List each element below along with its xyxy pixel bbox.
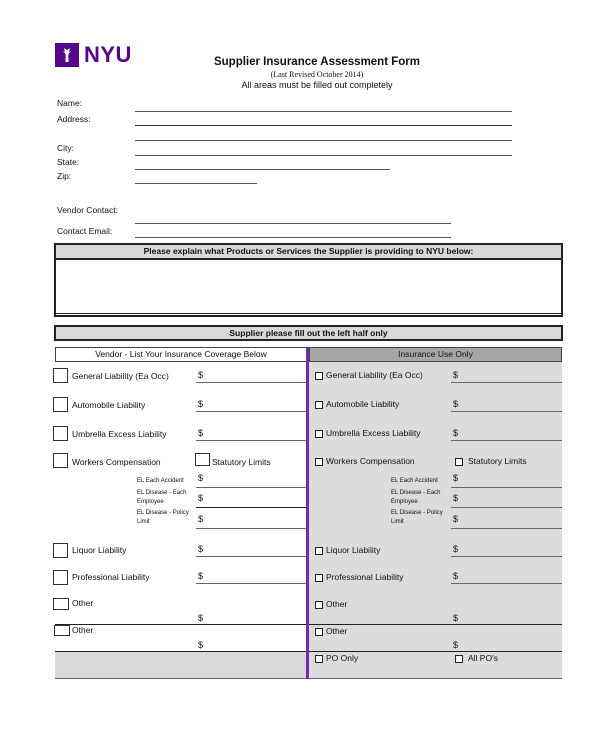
currency-symbol: $ bbox=[453, 428, 459, 438]
ins-umbrella-liability-amount[interactable] bbox=[451, 440, 562, 441]
vendor-bottom-rule bbox=[55, 678, 306, 679]
ins-po-only-checkbox[interactable] bbox=[315, 655, 323, 663]
ins-liquor-liability-checkbox[interactable] bbox=[315, 547, 323, 555]
currency-symbol: $ bbox=[198, 428, 204, 438]
insurance-use-heading: Insurance Use Only bbox=[309, 347, 562, 362]
products-textarea[interactable] bbox=[54, 260, 563, 317]
ins-general-liability-label: General Liability (Ea Occ) bbox=[326, 370, 423, 380]
ins-other-1-checkbox[interactable] bbox=[315, 601, 323, 609]
vendor-el-disease-policy-label: EL Disease - Policy Limit bbox=[137, 510, 189, 525]
form-instruction: All areas must be filled out completely bbox=[241, 80, 393, 90]
currency-symbol: $ bbox=[198, 493, 204, 503]
ins-umbrella-liability-label: Umbrella Excess Liability bbox=[326, 428, 421, 438]
currency-symbol: $ bbox=[198, 544, 204, 554]
ins-statutory-limits-label: Statutory Limits bbox=[468, 456, 527, 466]
currency-symbol: $ bbox=[198, 399, 204, 409]
vendor-other-2-label: Other bbox=[72, 625, 94, 635]
currency-symbol: $ bbox=[453, 493, 459, 503]
vendor-statutory-limits-checkbox[interactable] bbox=[195, 453, 210, 466]
contact-email-field[interactable] bbox=[135, 237, 451, 238]
address-field-line-1[interactable] bbox=[135, 125, 512, 126]
address-field-line-2[interactable] bbox=[135, 140, 512, 141]
vendor-statutory-limits-label: Statutory Limits bbox=[212, 457, 271, 467]
products-heading: Please explain what Products or Services the Supplier is providing to NYU below: bbox=[54, 243, 563, 260]
vendor-liquor-liability-checkbox[interactable] bbox=[53, 543, 68, 558]
vendor-umbrella-liability-label: Umbrella Excess Liability bbox=[72, 429, 167, 439]
currency-symbol: $ bbox=[453, 399, 459, 409]
vendor-professional-liability-label: Professional Liability bbox=[72, 572, 150, 582]
ins-el-disease-policy-amount[interactable] bbox=[451, 528, 562, 529]
vendor-other-1-checkbox[interactable] bbox=[53, 598, 69, 610]
ins-automobile-liability-amount[interactable] bbox=[451, 411, 562, 412]
currency-symbol: $ bbox=[198, 473, 204, 483]
currency-symbol: $ bbox=[198, 613, 204, 623]
currency-symbol: $ bbox=[453, 544, 459, 554]
contact-email-label: Contact Email: bbox=[57, 226, 113, 236]
ins-workers-comp-label: Workers Compensation bbox=[326, 456, 415, 466]
name-field[interactable] bbox=[135, 111, 512, 112]
city-field[interactable] bbox=[135, 155, 512, 156]
ins-workers-comp-checkbox[interactable] bbox=[315, 458, 323, 466]
vendor-contact-label: Vendor Contact: bbox=[57, 205, 118, 215]
vendor-liquor-liability-amount[interactable] bbox=[196, 556, 306, 557]
column-divider bbox=[306, 347, 309, 679]
city-label: City: bbox=[57, 143, 74, 153]
ins-liquor-liability-label: Liquor Liability bbox=[326, 545, 381, 555]
currency-symbol: $ bbox=[453, 473, 459, 483]
ins-el-disease-policy-label: EL Disease - Policy Limit bbox=[391, 510, 443, 525]
name-label: Name: bbox=[57, 98, 83, 108]
ins-other-1-label: Other bbox=[326, 599, 348, 609]
zip-label: Zip: bbox=[57, 171, 72, 181]
form-title: Supplier Insurance Assessment Form bbox=[213, 56, 420, 68]
ins-el-disease-employee-amount[interactable] bbox=[451, 507, 562, 508]
vendor-automobile-liability-amount[interactable] bbox=[196, 411, 306, 412]
vendor-liquor-liability-label: Liquor Liability bbox=[72, 545, 127, 555]
last-revised: (Last Revised October 2014) bbox=[270, 70, 364, 79]
currency-symbol: $ bbox=[198, 640, 204, 650]
vendor-umbrella-liability-amount[interactable] bbox=[196, 440, 306, 441]
vendor-umbrella-liability-checkbox[interactable] bbox=[53, 426, 68, 441]
vendor-professional-liability-amount[interactable] bbox=[196, 583, 306, 584]
ins-other-2-checkbox[interactable] bbox=[315, 628, 323, 636]
supplier-banner: Supplier please fill out the left half only bbox=[54, 325, 563, 341]
ins-other-2-amount[interactable] bbox=[309, 651, 562, 652]
ins-statutory-limits-checkbox[interactable] bbox=[455, 458, 463, 466]
ins-professional-liability-amount[interactable] bbox=[451, 583, 562, 584]
ins-automobile-liability-label: Automobile Liability bbox=[326, 399, 400, 409]
vendor-other-2-checkbox[interactable] bbox=[54, 625, 70, 636]
vendor-workers-comp-label: Workers Compensation bbox=[72, 457, 161, 467]
vendor-coverage-heading: Vendor - List Your Insurance Coverage Below bbox=[55, 347, 307, 362]
vendor-general-liability-label: General Liability (Ea Occ) bbox=[72, 371, 169, 381]
state-label: State: bbox=[57, 157, 80, 167]
ins-other-1-amount[interactable] bbox=[309, 624, 562, 625]
ins-general-liability-checkbox[interactable] bbox=[315, 372, 323, 380]
ins-professional-liability-checkbox[interactable] bbox=[315, 574, 323, 582]
separator bbox=[196, 382, 306, 383]
vendor-el-disease-policy-amount[interactable] bbox=[196, 528, 306, 529]
ins-other-2-label: Other bbox=[326, 626, 348, 636]
vendor-workers-comp-checkbox[interactable] bbox=[53, 453, 68, 468]
vendor-el-each-accident-amount[interactable] bbox=[196, 487, 306, 488]
currency-symbol: $ bbox=[453, 571, 459, 581]
address-label: Address: bbox=[57, 114, 91, 124]
ins-el-each-accident-label: EL Each Accident bbox=[391, 478, 438, 484]
currency-symbol: $ bbox=[453, 514, 459, 524]
vendor-el-each-accident-label: EL Each Accident bbox=[137, 478, 184, 484]
zip-field[interactable] bbox=[135, 183, 257, 184]
ins-bottom-rule bbox=[309, 678, 562, 679]
ins-all-pos-checkbox[interactable] bbox=[455, 655, 463, 663]
ins-el-disease-employee-label: EL Disease - Each Employee bbox=[391, 490, 441, 505]
ins-umbrella-liability-checkbox[interactable] bbox=[315, 430, 323, 438]
vendor-other-2-amount[interactable] bbox=[55, 651, 306, 652]
ins-general-liability-amount[interactable] bbox=[451, 382, 562, 383]
currency-symbol: $ bbox=[453, 370, 459, 380]
currency-symbol: $ bbox=[198, 514, 204, 524]
vendor-other-1-label: Other bbox=[72, 598, 94, 608]
vendor-el-disease-employee-label: EL Disease - Each Employee bbox=[137, 490, 187, 505]
ins-el-each-accident-amount[interactable] bbox=[451, 487, 562, 488]
vendor-footer-shaded bbox=[55, 651, 306, 679]
nyu-logo-text: NYU bbox=[84, 42, 132, 67]
ins-automobile-liability-checkbox[interactable] bbox=[315, 401, 323, 409]
vendor-general-liability-checkbox[interactable] bbox=[53, 368, 68, 383]
vendor-automobile-liability-checkbox[interactable] bbox=[53, 397, 68, 412]
currency-symbol: $ bbox=[453, 640, 459, 650]
vendor-professional-liability-checkbox[interactable] bbox=[53, 570, 68, 585]
currency-symbol: $ bbox=[453, 613, 459, 623]
ins-professional-liability-label: Professional Liability bbox=[326, 572, 404, 582]
ins-liquor-liability-amount[interactable] bbox=[451, 556, 562, 557]
products-box-double-rule bbox=[56, 313, 561, 314]
currency-symbol: $ bbox=[198, 571, 204, 581]
vendor-automobile-liability-label: Automobile Liability bbox=[72, 400, 146, 410]
state-field[interactable] bbox=[135, 169, 390, 170]
ins-all-pos-label: All PO's bbox=[468, 653, 498, 663]
vendor-contact-field[interactable] bbox=[135, 223, 451, 224]
vendor-el-disease-employee-amount[interactable] bbox=[196, 507, 306, 508]
ins-po-only-label: PO Only bbox=[326, 653, 359, 663]
currency-symbol: $ bbox=[198, 370, 204, 380]
